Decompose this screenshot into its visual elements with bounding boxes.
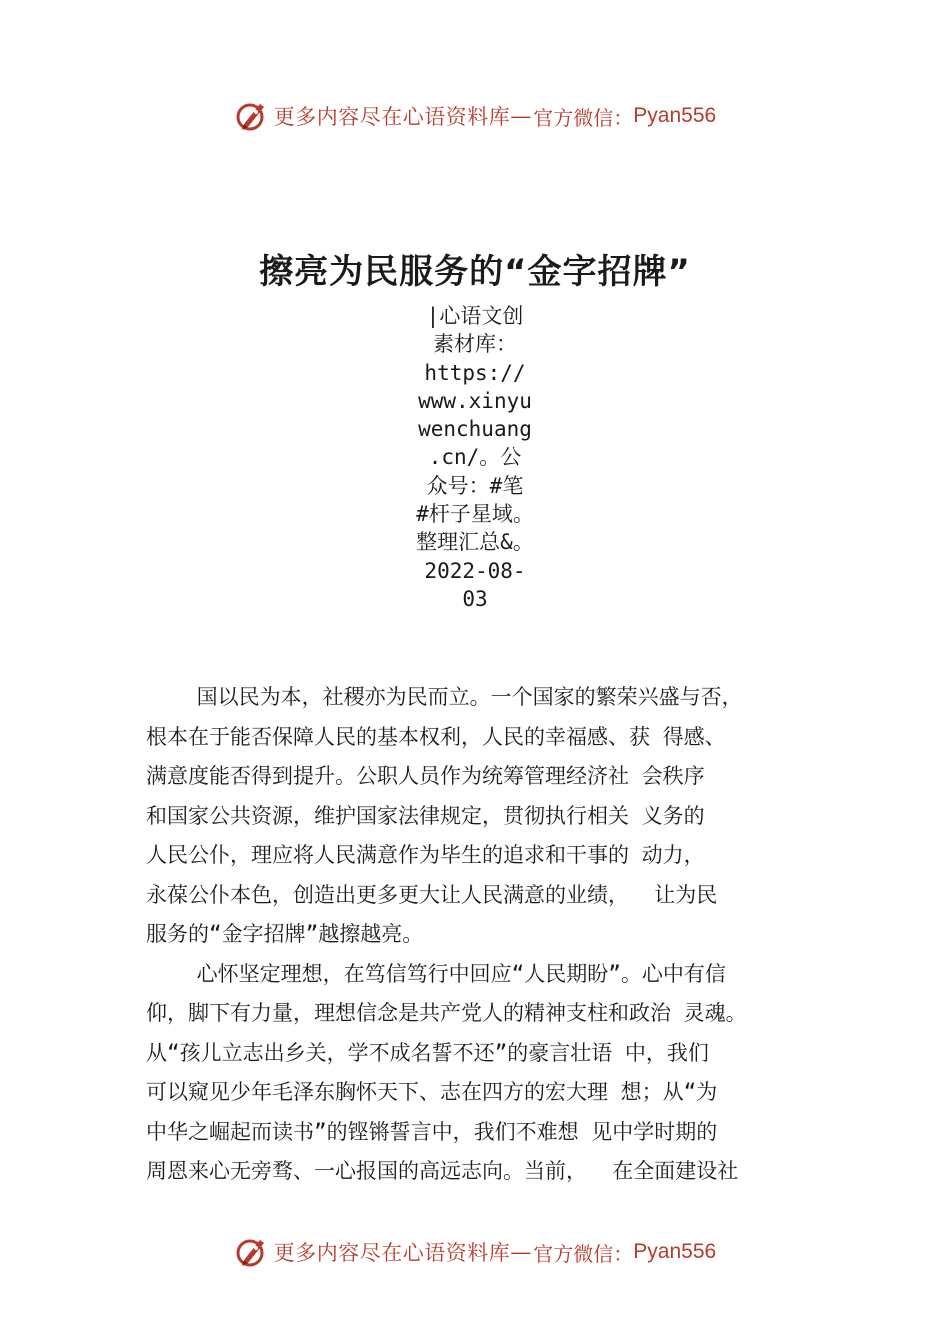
source-line: wenchuang <box>418 417 532 442</box>
article-body <box>146 678 846 1192</box>
source-line: 2022-08- <box>424 558 526 583</box>
banner-wechat-id: Pyan556 <box>633 1240 717 1263</box>
body-line: 周恩来心无旁骛、一心报国的高远志向。当前， 在全面建设社 <box>146 1159 739 1183</box>
pen-logo-icon <box>234 98 270 134</box>
body-line: 心怀坚定理想，在笃信笃行中回应“人民期盼”。心中有信 <box>146 961 726 986</box>
body-line: 仰，脚下有力量，理想信念是共产党人的精神支柱和政治 灵魂。 <box>146 1001 747 1025</box>
body-line: 人民公仆，理应将人民满意作为毕生的追求和干事的 动力， <box>146 843 705 867</box>
source-line: #杆子星域。 <box>416 502 534 527</box>
footer-banner <box>0 1232 950 1272</box>
source-line: 素材库： <box>433 332 517 357</box>
pen-logo-icon <box>234 1234 270 1270</box>
banner-dash: — <box>510 104 532 128</box>
body-line: 从“孩儿立志出乡关，学不成名誓不还”的豪言壮语 中，我们 <box>146 1040 709 1065</box>
banner-dash: — <box>510 1240 532 1264</box>
body-line: 根本在于能否保障人民的基本权利，人民的幸福感、获 得感、 <box>146 724 726 749</box>
source-line: .cn/。公 <box>428 445 522 470</box>
source-line: 03 <box>462 586 488 611</box>
header-banner <box>0 96 950 136</box>
source-line: www.xinyu <box>418 388 532 413</box>
banner-main-text: 更多内容尽在心语资料库 <box>273 105 511 129</box>
banner-wechat-id: Pyan556 <box>633 104 717 127</box>
body-line: 永葆公仆本色，创造出更多更大让人民满意的业绩， 让为民 <box>146 882 718 907</box>
banner-main-text: 更多内容尽在心语资料库 <box>273 1241 511 1265</box>
banner-wechat-label: 官方微信： <box>533 105 634 130</box>
body-line: 和国家公共资源，维护国家法律规定，贯彻执行相关 义务的 <box>146 803 705 828</box>
body-line: 国以民为本，社稷亦为民而立。一个国家的繁荣兴盛与否， <box>146 685 743 709</box>
source-info <box>405 302 545 613</box>
source-line: https:// <box>424 360 526 385</box>
source-line: 整理汇总&。 <box>416 530 534 555</box>
body-line: 服务的“金字招牌”越擦越亮。 <box>146 922 424 946</box>
source-line: 众号：#笔 <box>426 473 524 498</box>
body-line: 可以窥见少年毛泽东胸怀天下、志在四方的宏大理 想；从“为 <box>146 1080 718 1104</box>
page-title: 擦亮为民服务的“金字招牌” <box>259 252 691 292</box>
banner-wechat-label: 官方微信： <box>533 1241 634 1266</box>
source-line: |心语文创 <box>426 304 524 328</box>
body-line: 中华之崛起而读书”的铿锵誓言中，我们不难想 见中学时期的 <box>146 1119 718 1144</box>
body-line: 满意度能否得到提升。公职人员作为统筹管理经济社 会秩序 <box>146 764 705 788</box>
